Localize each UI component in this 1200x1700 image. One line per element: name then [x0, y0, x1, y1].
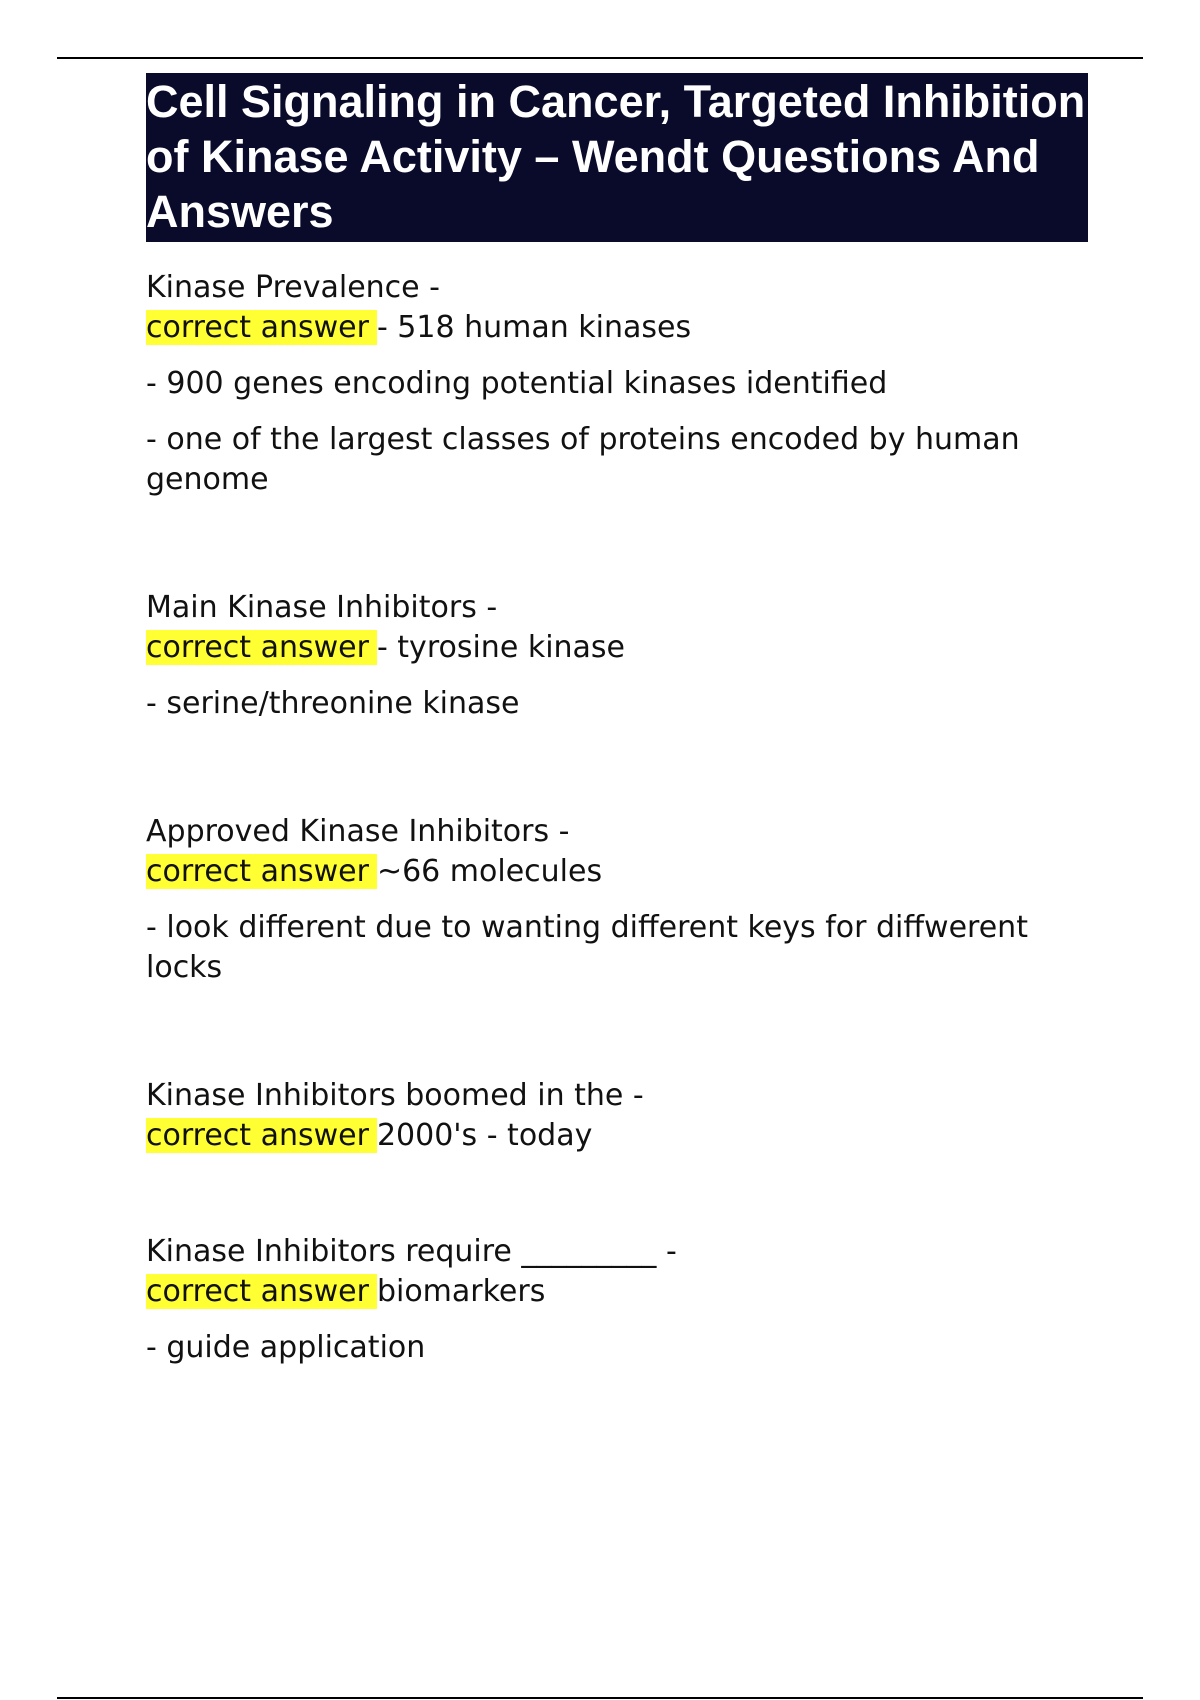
- answer-text: ~66 molecules: [376, 854, 603, 889]
- answer-line: [146, 628, 1088, 668]
- question-text: Main Kinase Inhibitors -: [146, 590, 498, 625]
- qa-item: [146, 588, 1088, 724]
- answer-text: - tyrosine kinase: [376, 630, 626, 665]
- qa-item: [146, 1232, 1088, 1368]
- answer-line: [146, 1116, 1088, 1156]
- answer-label-highlight: correct answer: [146, 630, 377, 665]
- answer-text: 2000's - today: [376, 1118, 593, 1153]
- answer-label-highlight: correct answer: [146, 1118, 377, 1153]
- question-text: Kinase Inhibitors require _________ -: [146, 1234, 677, 1269]
- spacer: [146, 500, 1088, 588]
- answer-detail: - serine/threonine kinase: [146, 686, 520, 721]
- spacer: [146, 988, 1088, 1076]
- spacer: [146, 1156, 1088, 1232]
- document-title: Cell Signaling in Cancer, Targeted Inhibition of Kinase Activity – Wendt Questions And Answers: [146, 73, 1088, 242]
- answer-line: [146, 308, 1088, 348]
- question-text: Kinase Prevalence -: [146, 270, 440, 305]
- answer-label-highlight: correct answer: [146, 854, 377, 889]
- qa-item: [146, 1076, 1088, 1156]
- answer-line: [146, 1272, 1088, 1312]
- answer-detail: - guide application: [146, 1330, 426, 1365]
- spacer: [146, 724, 1088, 812]
- top-rule: [57, 57, 1143, 59]
- answer-label-highlight: correct answer: [146, 1274, 377, 1309]
- question-text: Approved Kinase Inhibitors -: [146, 814, 570, 849]
- answer-label-highlight: correct answer: [146, 310, 377, 345]
- answer-detail: - one of the largest classes of proteins encoded by human genome: [146, 422, 1020, 497]
- answer-detail: - 900 genes encoding potential kinases identified: [146, 366, 888, 401]
- answer-text: - 518 human kinases: [376, 310, 692, 345]
- answer-line: [146, 852, 1088, 892]
- bottom-rule: [57, 1697, 1143, 1699]
- answer-detail: - look different due to wanting different keys for diffwerent locks: [146, 910, 1028, 985]
- qa-item: [146, 268, 1088, 500]
- qa-item: [146, 812, 1088, 988]
- question-text: Kinase Inhibitors boomed in the -: [146, 1078, 644, 1113]
- answer-text: biomarkers: [376, 1274, 546, 1309]
- document-page: [146, 73, 1088, 1368]
